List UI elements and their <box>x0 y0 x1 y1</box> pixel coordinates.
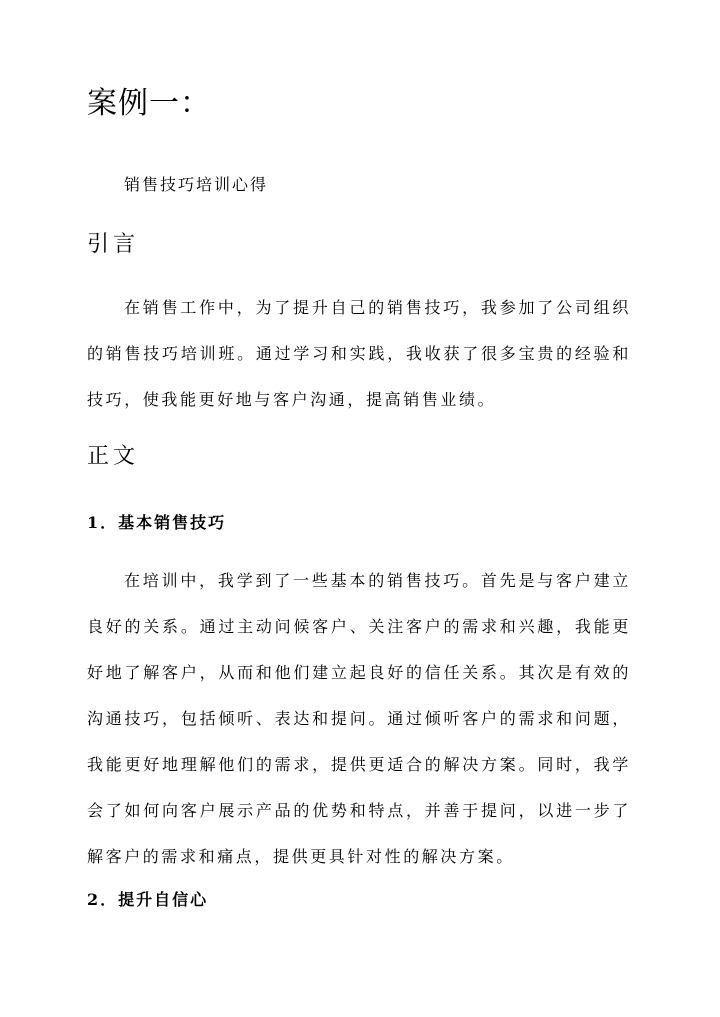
document-title: 案例一： <box>87 86 211 121</box>
section-2-heading: 2．提升自信心 <box>87 890 209 909</box>
intro-heading: 引言 <box>87 232 140 257</box>
body-heading: 正文 <box>87 444 140 469</box>
intro-paragraph: 在销售工作中，为了提升自己的销售技巧，我参加了公司组织的销售技巧培训班。通过学习和实践，我收获了很多宝贵的经验和技巧，使我能更好地与客户沟通，提高销售业绩。 <box>87 298 631 409</box>
section-1-heading: 1．基本销售技巧 <box>87 513 227 532</box>
document-subtitle: 销售技巧培训心得 <box>124 175 269 194</box>
section-1-paragraph: 在培训中，我学到了一些基本的销售技巧。首先是与客户建立良好的关系。通过主动问候客户、关注客户的需求和兴趣，我能更好地了解客户，从而和他们建立起良好的信任关系。其次是有效的沟通技巧，包括倾听、表达和提问。通过倾听客户的需求和问题，我能更好地理解他们的需求，提供更适合的解决方案。同时，我学会了如何向客户展示产品的优势和特点，并善于提问，以进一步了解客户的需求和痛点，提供更具针对性的解决方案。 <box>87 571 631 866</box>
